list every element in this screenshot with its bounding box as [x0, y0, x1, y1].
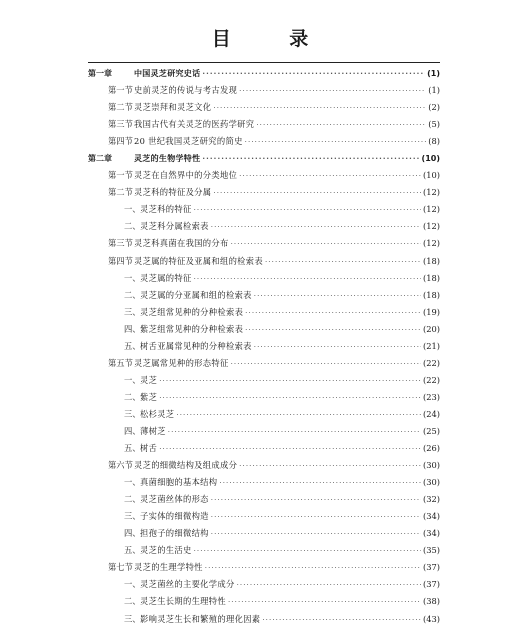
toc-subsection-entry — [88, 542, 440, 559]
toc-subsection-entry — [88, 423, 440, 440]
entry-page-number: (43) — [422, 613, 440, 624]
dot-leader — [213, 100, 426, 117]
entry-label: 五、 — [124, 340, 141, 351]
entry-page-number: (23) — [422, 391, 440, 402]
dot-leader — [219, 475, 421, 492]
entry-label: 三、 — [124, 511, 141, 522]
entry-page-number: (22) — [422, 357, 440, 368]
toc-subsection-entry — [88, 287, 440, 304]
dot-leader — [168, 424, 421, 441]
entry-title: 影响灵芝生长和繁殖的理化因素 — [140, 613, 261, 624]
entry-label: 二、 — [124, 596, 141, 607]
dot-leader — [213, 185, 421, 202]
toc-list — [88, 65, 440, 628]
dot-leader — [194, 271, 421, 288]
entry-title: 松杉灵芝 — [140, 408, 175, 419]
entry-label: 四、 — [124, 528, 141, 539]
entry-title: 灵芝属的分亚属和组的检索表 — [140, 289, 252, 300]
entry-label: 三、 — [124, 306, 141, 317]
entry-title: 紫芝组常见种的分种检索表 — [140, 323, 244, 334]
entry-page-number: (38) — [422, 596, 440, 607]
entry-title: 我国古代有关灵芝的医药学研究 — [134, 119, 255, 130]
entry-title: 灵芝的生活史 — [140, 545, 192, 556]
toc-subsection-entry — [88, 372, 440, 389]
entry-label: 第二节 — [108, 102, 133, 113]
entry-page-number: (21) — [422, 340, 440, 351]
entry-page-number: (19) — [422, 306, 440, 317]
entry-label: 五、 — [124, 545, 141, 556]
top-rule — [88, 62, 440, 63]
entry-title: 灵芝属的特征 — [140, 272, 192, 283]
entry-label: 第二节 — [108, 187, 133, 198]
dot-leader — [205, 560, 421, 577]
entry-label: 第一节 — [108, 170, 133, 181]
toc-subsection-entry — [88, 201, 440, 218]
dot-leader — [239, 168, 421, 185]
dot-leader — [245, 305, 421, 322]
entry-page-number: (10) — [421, 154, 440, 164]
toc-section-entry — [88, 253, 440, 270]
toc-subsection-entry — [88, 304, 440, 321]
dot-leader — [228, 594, 421, 611]
entry-label: 三、 — [124, 613, 141, 624]
entry-page-number: (37) — [422, 562, 440, 573]
toc-subsection-entry — [88, 611, 440, 628]
entry-label: 一、 — [124, 374, 141, 385]
entry-title: 树舌 — [140, 443, 158, 454]
entry-page-number: (5) — [428, 119, 440, 130]
entry-page-number: (12) — [422, 187, 440, 198]
toc-section-entry — [88, 559, 440, 576]
entry-page-number: (37) — [422, 579, 440, 590]
entry-page-number: (30) — [422, 460, 440, 471]
entry-title: 史前灵芝的传说与考古发现 — [134, 85, 238, 96]
toc-section-entry — [88, 82, 440, 99]
entry-label: 第四节 — [108, 136, 133, 147]
entry-page-number: (32) — [422, 494, 440, 505]
entry-title: 灵芝科分属检索表 — [140, 221, 209, 232]
dot-leader — [265, 254, 421, 271]
entry-title: 真菌细胞的基本结构 — [140, 477, 218, 488]
dot-leader — [211, 492, 421, 509]
toc-subsection-entry — [88, 525, 440, 542]
entry-page-number: (22) — [422, 374, 440, 385]
toc-subsection-entry — [88, 508, 440, 525]
toc-subsection-entry — [88, 474, 440, 491]
entry-page-number: (12) — [422, 238, 440, 249]
entry-title: 子实体的细微构造 — [140, 511, 209, 522]
entry-label: 二、 — [124, 494, 141, 505]
entry-page-number: (1) — [428, 85, 440, 96]
dot-leader — [159, 390, 421, 407]
entry-page-number: (12) — [422, 221, 440, 232]
dot-leader — [202, 151, 419, 168]
toc-subsection-entry — [88, 406, 440, 423]
dot-leader — [211, 509, 421, 526]
entry-label: 一、 — [124, 477, 141, 488]
entry-page-number: (26) — [422, 443, 440, 454]
entry-title: 灵芝生长期的生理特性 — [140, 596, 226, 607]
entry-label: 一、 — [124, 204, 141, 215]
toc-section-entry — [88, 99, 440, 116]
entry-label: 第一节 — [108, 85, 133, 96]
entry-label: 第三节 — [108, 238, 133, 249]
entry-label: 二、 — [124, 289, 141, 300]
dot-leader — [245, 322, 421, 339]
entry-title: 薄树芝 — [140, 425, 166, 436]
toc-section-entry — [88, 133, 440, 150]
toc-subsection-entry — [88, 270, 440, 287]
entry-title: 灵芝科的特征 — [140, 204, 192, 215]
entry-title: 灵芝组常见种的分种检索表 — [140, 306, 244, 317]
entry-page-number: (18) — [422, 272, 440, 283]
toc-subsection-entry — [88, 321, 440, 338]
toc-subsection-entry — [88, 593, 440, 610]
toc-chapter-entry — [88, 150, 440, 167]
dot-leader — [211, 526, 421, 543]
toc-section-entry — [88, 167, 440, 184]
entry-title: 灵芝属的特征及亚属和组的检索表 — [134, 255, 263, 266]
dot-leader — [245, 134, 427, 151]
entry-label: 一、 — [124, 579, 141, 590]
entry-label: 第七节 — [108, 562, 133, 573]
entry-page-number: (30) — [422, 477, 440, 488]
dot-leader — [254, 339, 421, 356]
dot-leader — [239, 458, 421, 475]
dot-leader — [159, 441, 421, 458]
dot-leader — [194, 543, 421, 560]
entry-title: 20 世纪我国灵芝研究的简史 — [134, 136, 243, 147]
dot-leader — [239, 83, 426, 100]
entry-label: 第五节 — [108, 357, 133, 368]
entry-title: 灵芝科真菌在我国的分布 — [134, 238, 229, 249]
entry-title: 灵芝属常见种的形态特征 — [134, 357, 229, 368]
dot-leader — [231, 356, 421, 373]
toc-subsection-entry — [88, 576, 440, 593]
entry-label: 五、 — [124, 443, 141, 454]
entry-title: 中国灵芝研究史话 — [134, 69, 201, 78]
entry-page-number: (2) — [428, 102, 440, 113]
entry-page-number: (25) — [422, 425, 440, 436]
entry-title: 灵芝 — [140, 374, 158, 385]
entry-page-number: (34) — [422, 511, 440, 522]
entry-label: 第六节 — [108, 460, 133, 471]
entry-label: 二、 — [124, 221, 141, 232]
toc-section-entry — [88, 457, 440, 474]
dot-leader — [202, 66, 425, 83]
entry-label: 第一章 — [88, 69, 112, 78]
entry-page-number: (18) — [422, 255, 440, 266]
dot-leader — [176, 407, 421, 424]
toc-section-entry — [88, 116, 440, 133]
dot-leader — [194, 202, 421, 219]
entry-label: 一、 — [124, 272, 141, 283]
toc-subsection-entry — [88, 491, 440, 508]
entry-title: 灵芝在自然界中的分类地位 — [134, 170, 238, 181]
entry-title: 担孢子的细微结构 — [140, 528, 209, 539]
toc-chapter-entry — [88, 65, 440, 82]
dot-leader — [237, 577, 421, 594]
entry-label: 第三节 — [108, 119, 133, 130]
entry-title: 灵芝菌丝的主要化学成分 — [140, 579, 235, 590]
entry-title: 灵芝崇拜和灵芝文化 — [134, 102, 212, 113]
entry-title: 灵芝的生理学特性 — [134, 562, 203, 573]
entry-label: 二、 — [124, 391, 141, 402]
entry-page-number: (12) — [422, 204, 440, 215]
entry-label: 四、 — [124, 425, 141, 436]
entry-title: 紫芝 — [140, 391, 158, 402]
entry-label: 三、 — [124, 408, 141, 419]
dot-leader — [211, 219, 421, 236]
toc-section-entry — [88, 235, 440, 252]
entry-page-number: (35) — [422, 545, 440, 556]
toc-subsection-entry — [88, 440, 440, 457]
entry-title: 灵芝菌丝体的形态 — [140, 494, 209, 505]
dot-leader — [159, 373, 421, 390]
dot-leader — [231, 236, 421, 253]
entry-title: 灵芝的细微结构及组成成分 — [134, 460, 238, 471]
page-title: 目 录 — [211, 28, 335, 50]
toc-subsection-entry — [88, 218, 440, 235]
toc-subsection-entry — [88, 338, 440, 355]
entry-label: 四、 — [124, 323, 141, 334]
toc-section-entry — [88, 355, 440, 372]
entry-page-number: (34) — [422, 528, 440, 539]
entry-title: 灵芝的生物学特性 — [134, 154, 201, 164]
toc-subsection-entry — [88, 389, 440, 406]
entry-page-number: (1) — [427, 69, 440, 78]
entry-page-number: (18) — [422, 289, 440, 300]
toc-section-entry — [88, 184, 440, 201]
entry-page-number: (24) — [422, 408, 440, 419]
dot-leader — [254, 288, 421, 305]
dot-leader — [262, 612, 421, 629]
entry-label: 第二章 — [88, 154, 112, 164]
entry-title: 灵芝科的特征及分属 — [134, 187, 212, 198]
entry-page-number: (8) — [428, 136, 440, 147]
dot-leader — [256, 117, 426, 134]
entry-page-number: (20) — [422, 323, 440, 334]
entry-label: 第四节 — [108, 255, 133, 266]
entry-title: 树舌亚属常见种的分种检索表 — [140, 340, 252, 351]
entry-page-number: (10) — [422, 170, 440, 181]
